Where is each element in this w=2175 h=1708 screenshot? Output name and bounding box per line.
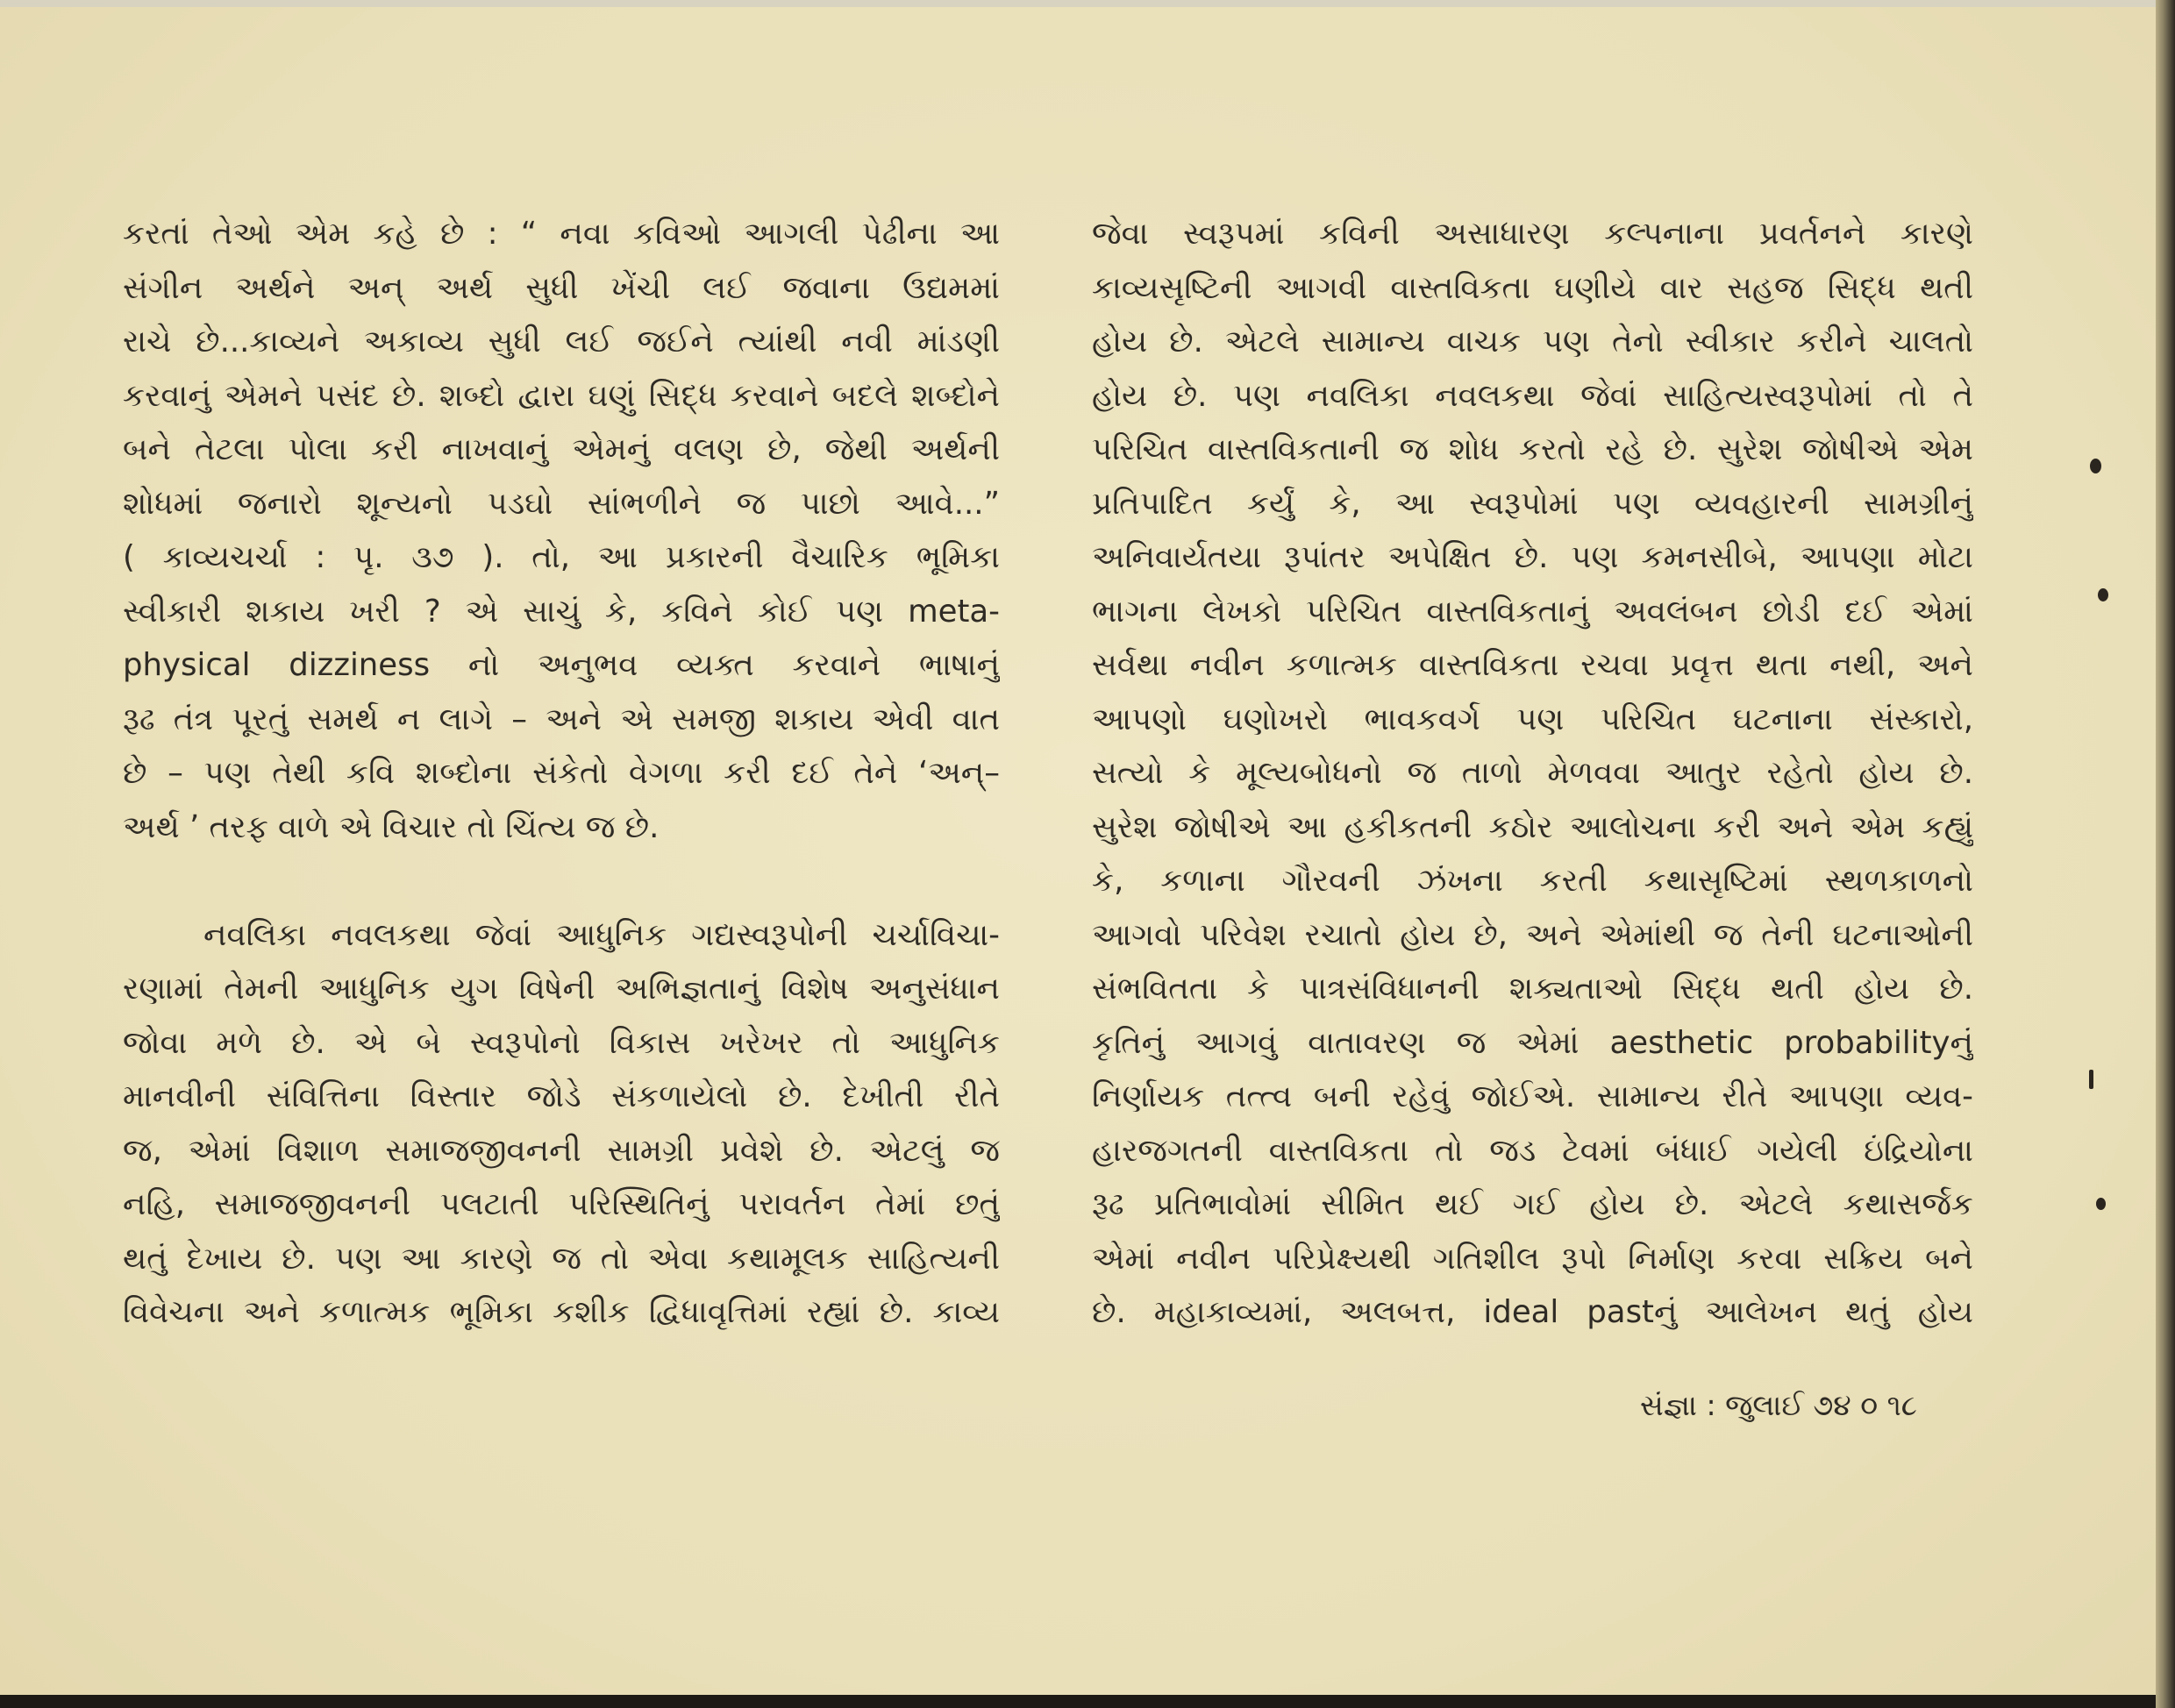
text-line: છે. મહાકાવ્યમાં, અલબત્ત, ideal pastનું આલેખન થતું હોય: [1092, 1294, 1973, 1330]
scanned-page: [0, 7, 2156, 1695]
margin-mark: [2089, 1070, 2093, 1089]
text-line: શોધમાં જનારો શૂન્યનો પડઘો સાંભળીને જ પાછો આવે...”: [123, 485, 1000, 522]
left-column: [123, 207, 1000, 1340]
text-line: માનવીની સંવિત્તિના વિસ્તાર જોડે સંકળાયેલો છે. દેખીતી રીતે: [123, 1078, 1000, 1114]
text-line: કરતાં તેઓ એમ કહે છે : “ નવા કવિઓ આગલી પેઢીના આ: [123, 216, 1000, 252]
text-line: થતું દેખાય છે. પણ આ કારણે જ તો એવા કથામૂલક સાહિત્યની: [123, 1240, 1000, 1277]
text-line: સંગીન અર્થને અન્ અર્થ સુધી ખેંચી લઈ જવાના ઉદ્યમમાં: [123, 269, 1000, 306]
text-line: [123, 854, 1000, 908]
text-line: આપણો ઘણોખરો ભાવકવર્ગ પણ પરિચિત ઘટનાના સંસ્કારો,: [1092, 701, 1973, 737]
text-line: હોય છે. એટલે સામાન્ય વાચક પણ તેનો સ્વીકાર કરીને ચાલતો: [1092, 324, 1973, 359]
text-line: રણામાં તેમની આધુનિક યુગ વિષેની અભિજ્ઞતાનું વિશેષ અનુસંધાન: [123, 971, 1000, 1007]
text-line: ( કાવ્યચર્ચા : પૃ. ૩૭ ). તો, આ પ્રકારની વૈચારિક ભૂમિકા: [123, 539, 1000, 575]
right-column: [1092, 207, 1973, 1340]
text-line: physical dizziness નો અનુભવ વ્યક્ત કરવાને ભાષાનું: [123, 647, 1000, 683]
page-top-edge: [0, 0, 2175, 7]
text-line: જ, એમાં વિશાળ સમાજજીવનની સામગ્રી પ્રવેશે છે. એટલું જ: [123, 1132, 1000, 1169]
text-line: રૂઢ પ્રતિભાવોમાં સીમિત થઈ ગઈ હોય છે. એટલે કથાસર્જક: [1092, 1186, 1973, 1222]
text-line: નિર્ણાયક તત્ત્વ બની રહેવું જોઈએ. સામાન્ય રીતે આપણા વ્યવ-: [1092, 1078, 1973, 1114]
margin-mark: [2096, 1198, 2106, 1210]
text-line: એમાં નવીન પરિપ્રેક્ષ્યથી ગતિશીલ રૂપો નિર્માણ કરવા સક્રિય બને: [1092, 1240, 1973, 1277]
margin-mark: [2098, 588, 2108, 601]
text-line: નહિ, સમાજજીવનની પલટાતી પરિસ્થિતિનું પરાવર્તન તેમાં છતું: [123, 1186, 1000, 1222]
text-line: હારજગતની વાસ્તવિકતા તો જડ ટેવમાં બંધાઈ ગયેલી ઇંદ્રિયોના: [1092, 1132, 1973, 1169]
text-line: જોવા મળે છે. એ બે સ્વરૂપોનો વિકાસ ખરેખર તો આધુનિક: [123, 1024, 1000, 1061]
text-line: રૂઢ તંત્ર પૂરતું સમર્થ ન લાગે – અને એ સમજી શકાય એવી વાત: [123, 701, 1000, 737]
text-line: જેવા સ્વરૂપમાં કવિની અસાધારણ કલ્પનાના પ્રવર્તનને કારણે: [1092, 216, 1973, 252]
text-line: આગવો પરિવેશ રચાતો હોય છે, અને એમાંથી જ તેની ઘટનાઓની: [1092, 916, 1973, 953]
text-line: નવલિકા નવલકથા જેવાં આધુનિક ગદ્યસ્વરૂપોની ચર્ચાવિચા-: [203, 916, 1000, 953]
text-line: વિવેચના અને કળાત્મક ભૂમિકા કશીક દ્વિધાવૃત્તિમાં રહ્યાં છે. કાવ્ય: [123, 1294, 1000, 1330]
margin-mark: [2090, 459, 2101, 473]
text-line: ભાગના લેખકો પરિચિત વાસ્તવિકતાનું અવલંબન છોડી દઈ એમાં: [1092, 593, 1973, 630]
text-line: કે, કળાના ગૌરવની ઝંખના કરતી કથાસૃષ્ટિમાં સ્થળકાળનો: [1092, 863, 1973, 899]
text-line: કાવ્યસૃષ્ટિની આગવી વાસ્તવિકતા ઘણીયે વાર સહજ સિદ્ધ થતી: [1092, 269, 1973, 306]
page-right-edge: [2156, 0, 2175, 1708]
text-line: રાચે છે...કાવ્યને અકાવ્ય સુધી લઈ જઈને ત્યાંથી નવી માંડણી: [123, 324, 1000, 359]
text-line: અર્થ ’ તરફ વાળે એ વિચાર તો ચિંત્ય જ છે.: [123, 808, 660, 845]
text-line: અનિવાર્યતયા રૂપાંતર અપેક્ષિત છે. પણ કમનસીબે, આપણા મોટા: [1092, 539, 1973, 575]
text-line: કરવાનું એમને પસંદ છે. શબ્દો દ્વારા ઘણું સિદ્ધ કરવાને બદલે શબ્દોને: [123, 377, 1000, 414]
text-line: સંભવિતતા કે પાત્રસંવિધાનની શક્યતાઓ સિદ્ધ થતી હોય છે.: [1092, 971, 1973, 1007]
text-line: બને તેટલા પોલા કરી નાખવાનું એમનું વલણ છે, જેથી અર્થની: [123, 431, 1000, 467]
text-line: કૃતિનું આગવું વાતાવરણ જ એમાં aesthetic probabilityનું: [1092, 1024, 1973, 1061]
text-line: પરિચિત વાસ્તવિકતાની જ શોધ કરતો રહે છે. સુરેશ જોષીએ એમ: [1092, 431, 1973, 467]
page-footer: સંજ્ઞા : જુલાઈ ૭૪ ૦ ૧૮: [1640, 1388, 1917, 1422]
text-line: સર્વથા નવીન કળાત્મક વાસ્તવિકતા રચવા પ્રવૃત્ત થતા નથી, અને: [1092, 647, 1973, 683]
text-line: હોય છે. પણ નવલિકા નવલકથા જેવાં સાહિત્યસ્વરૂપોમાં તો તે: [1092, 377, 1973, 414]
text-line: પ્રતિપાદિત કર્યું કે, આ સ્વરૂપોમાં પણ વ્યવહારની સામગ્રીનું: [1092, 485, 1973, 522]
text-line: સત્યો કે મૂલ્યબોધનો જ તાળો મેળવવા આતુર રહેતો હોય છે.: [1092, 755, 1973, 791]
text-line: છે – પણ તેથી કવિ શબ્દોના સંકેતો વેગળા કરી દઈ તેને ‘અન્–: [123, 755, 1000, 791]
text-line: સુરેશ જોષીએ આ હકીકતની કઠોર આલોચના કરી અને એમ કહ્યું: [1092, 808, 1973, 845]
text-line: સ્વીકારી શકાય ખરી ? એ સાચું કે, કવિને કોઈ પણ meta-: [123, 593, 1000, 630]
